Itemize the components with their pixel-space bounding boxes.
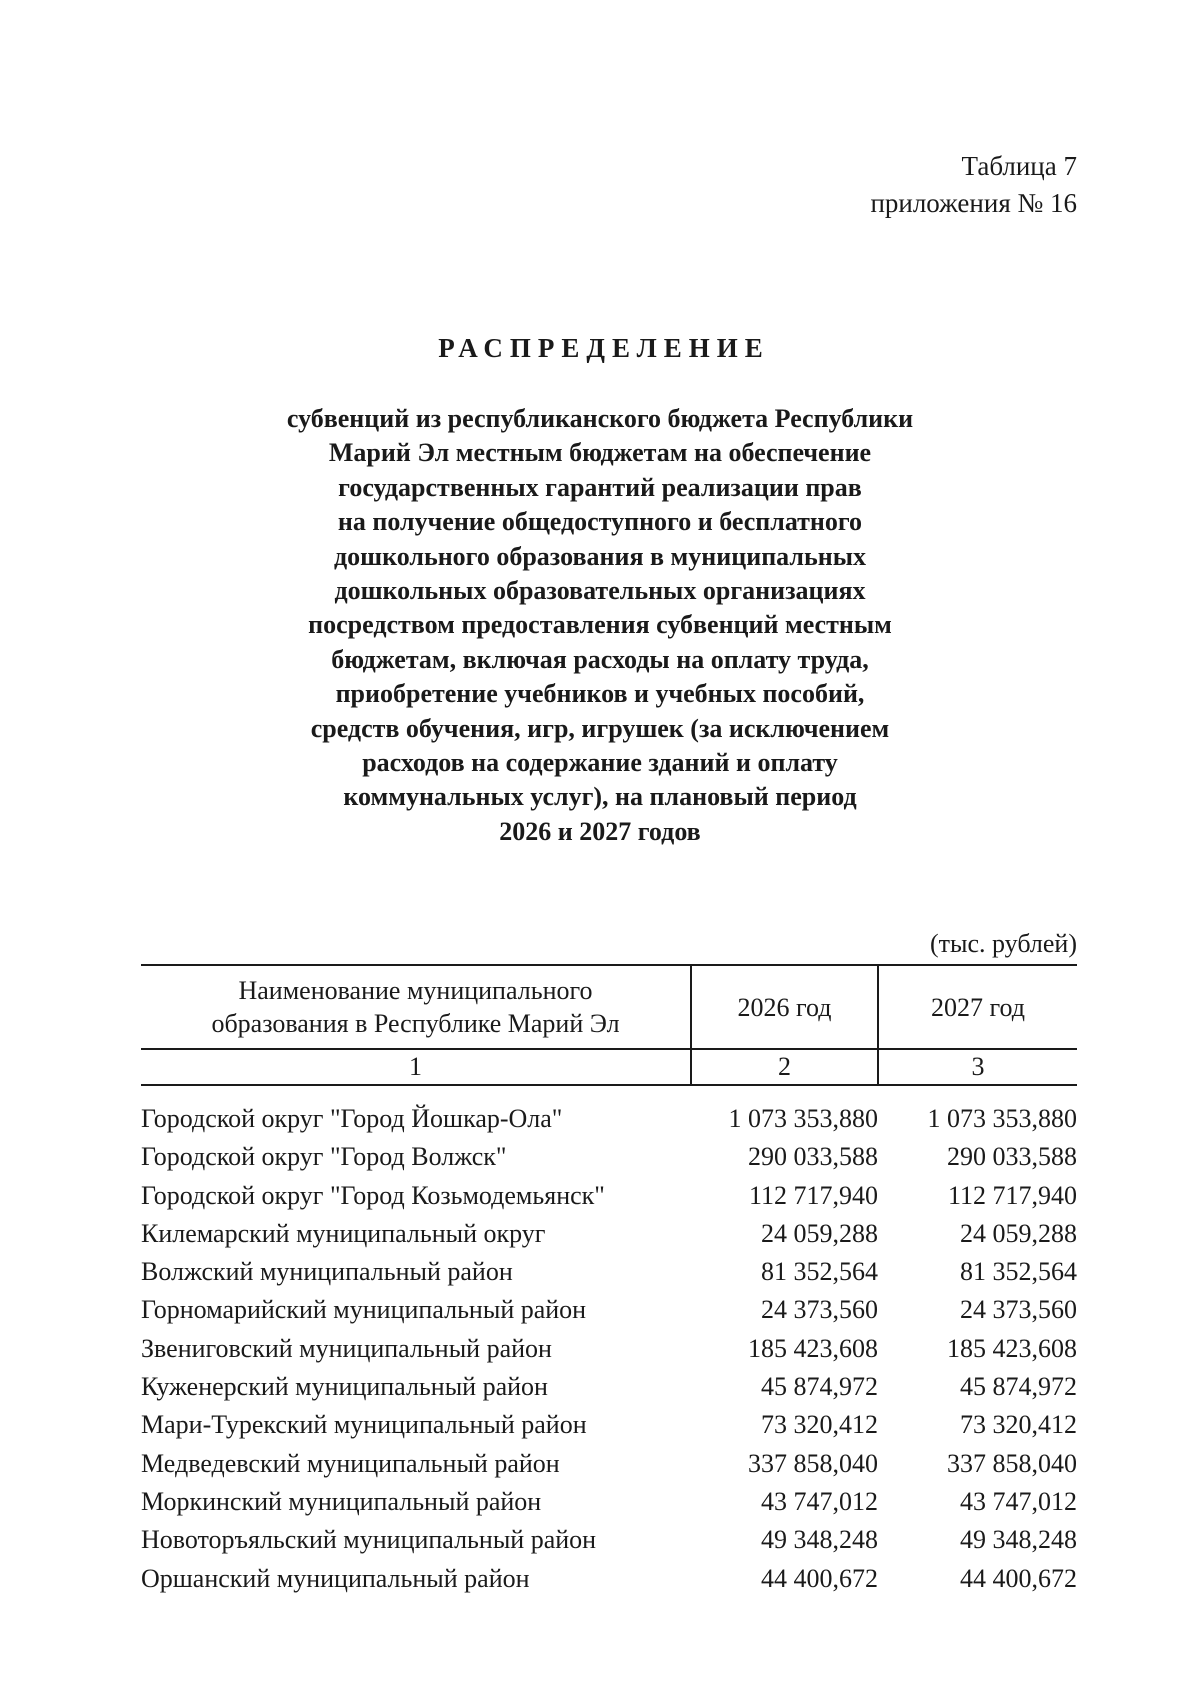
table-row (141, 1560, 1077, 1598)
value-2026: 73 320,412 (761, 1410, 878, 1440)
header-municipality-line1: Наименование муниципального (238, 976, 593, 1005)
header-year-2026: 2026 год (691, 965, 878, 1049)
municipality-name: Моркинский муниципальный район (141, 1486, 542, 1516)
annex-reference (870, 148, 1077, 222)
subtitle-line: на получение общедоступного и бесплатного (337, 507, 863, 537)
table-row (141, 1291, 1077, 1329)
value-2026: 112 717,940 (748, 1180, 878, 1210)
value-2026: 49 348,248 (761, 1525, 878, 1555)
municipality-name: Городской округ "Город Волжск" (141, 1142, 507, 1172)
table-spacer (141, 1085, 1077, 1100)
header-municipality-line2: образования в Республике Марий Эл (211, 1009, 620, 1038)
annex-table-number: Таблица 7 (961, 151, 1077, 181)
table-row (141, 1253, 1077, 1291)
value-2026: 24 373,560 (761, 1295, 878, 1325)
subtitle-line: государственных гарантий реализации прав (338, 472, 862, 502)
table-row (141, 1521, 1077, 1559)
value-2027: 45 874,972 (960, 1372, 1077, 1402)
subtitle-line: расходов на содержание зданий и оплату (362, 748, 838, 778)
table-row (141, 1330, 1077, 1368)
table-row (141, 1177, 1077, 1215)
value-2027: 44 400,672 (960, 1563, 1077, 1593)
municipality-name: Звениговский муниципальный район (141, 1333, 552, 1363)
municipality-name: Новоторъяльский муниципальный район (141, 1525, 597, 1555)
municipality-name: Килемарский муниципальный округ (141, 1218, 546, 1248)
table-row (141, 1100, 1077, 1138)
subtitle-line: дошкольного образования в муниципальных (333, 541, 867, 571)
subtitle-line: коммунальных услуг), на плановый период (343, 782, 857, 812)
table-row (141, 1138, 1077, 1176)
municipality-name: Волжский муниципальный район (141, 1257, 513, 1287)
value-2027: 290 033,588 (947, 1142, 1077, 1172)
municipality-name: Городской округ "Город Козьмодемьянск" (141, 1180, 605, 1210)
value-2026: 185 423,608 (748, 1333, 878, 1363)
municipality-name: Куженерский муниципальный район (141, 1372, 548, 1402)
table-row (141, 1445, 1077, 1483)
value-2026: 81 352,564 (761, 1257, 878, 1287)
value-2026: 45 874,972 (761, 1372, 878, 1402)
table-row (141, 1406, 1077, 1444)
value-2027: 185 423,608 (947, 1333, 1077, 1363)
table-row (141, 1483, 1077, 1521)
subtitle-line: дошкольных образовательных организациях (334, 576, 866, 606)
value-2026: 290 033,588 (748, 1142, 878, 1172)
column-number: 3 (878, 1049, 1077, 1085)
municipality-name: Горномарийский муниципальный район (141, 1295, 587, 1325)
value-2027: 337 858,040 (947, 1448, 1077, 1478)
value-2027: 73 320,412 (960, 1410, 1077, 1440)
column-number: 2 (691, 1049, 878, 1085)
subtitle-line: 2026 и 2027 годов (499, 816, 701, 846)
value-2026: 1 073 353,880 (728, 1104, 878, 1133)
value-2027: 1 073 353,880 (927, 1104, 1077, 1133)
municipality-name: Медведевский муниципальный район (141, 1448, 560, 1478)
subtitle-line: бюджетам, включая расходы на оплату труда, (331, 644, 869, 674)
subtitle-line: посредством предоставления субвенций местным (308, 610, 892, 640)
subtitle-line: приобретение учебников и учебных пособий, (335, 679, 865, 709)
column-number-row (141, 1049, 1077, 1085)
document-title: РАСПРЕДЕЛЕНИЕ (438, 333, 770, 363)
subtitle-line: субвенций из республиканского бюджета Республики (286, 404, 914, 433)
value-2027: 24 373,560 (960, 1295, 1077, 1325)
header-municipality (141, 965, 691, 1049)
table-header-row (141, 965, 1077, 1049)
value-2026: 337 858,040 (748, 1448, 878, 1478)
value-2027: 81 352,564 (960, 1257, 1077, 1287)
distribution-table (141, 964, 1077, 1598)
column-number: 1 (141, 1049, 691, 1085)
value-2027: 43 747,012 (960, 1486, 1077, 1516)
subtitle-line: средств обучения, игр, игрушек (за исключением (310, 713, 890, 743)
units-note: (тыс. рублей) (929, 929, 1077, 958)
annex-appendix-number: приложения № 16 (870, 188, 1077, 218)
municipality-name: Мари-Турекский муниципальный район (141, 1410, 587, 1440)
municipality-name: Оршанский муниципальный район (141, 1563, 530, 1593)
table-row (141, 1368, 1077, 1406)
value-2026: 44 400,672 (761, 1563, 878, 1593)
document-subtitle (0, 402, 1200, 849)
value-2027: 24 059,288 (960, 1218, 1077, 1248)
value-2027: 112 717,940 (947, 1180, 1077, 1210)
subtitle-line: Марий Эл местным бюджетам на обеспечение (328, 438, 872, 468)
municipality-name: Городской округ "Город Йошкар-Ола" (141, 1104, 563, 1133)
value-2027: 49 348,248 (960, 1525, 1077, 1555)
header-year-2027: 2027 год (878, 965, 1077, 1049)
value-2026: 43 747,012 (761, 1486, 878, 1516)
table-row (141, 1215, 1077, 1253)
value-2026: 24 059,288 (761, 1218, 878, 1248)
